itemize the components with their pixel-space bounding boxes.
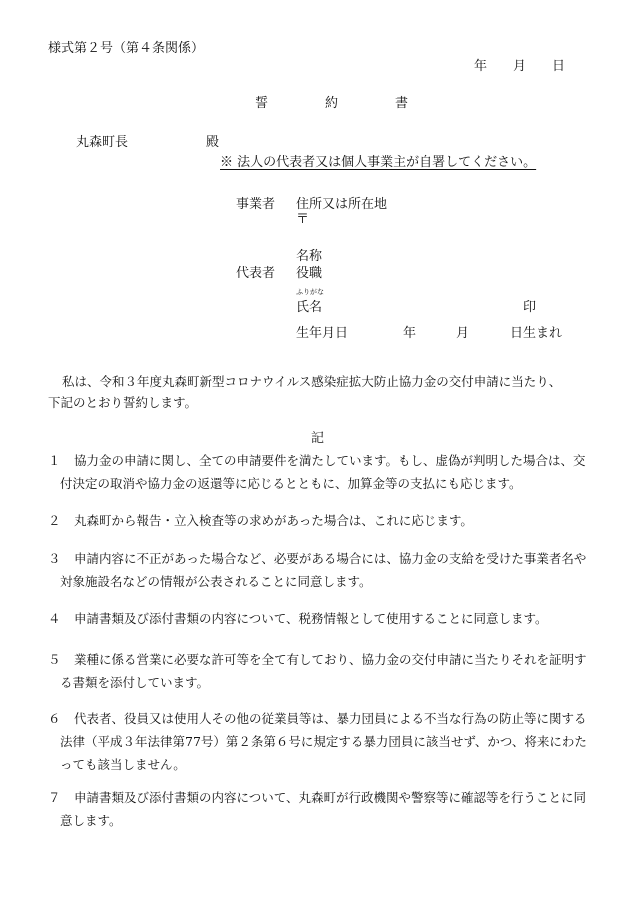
item-number: ４	[48, 611, 61, 626]
item-text: 協力金の申請に関し、全ての申請要件を満たしています。もし、虚偽が判明した場合は、交付決定の取消や協力金の返還等に応じるとともに、加算金等の支払にも応じます。	[60, 453, 586, 491]
list-item	[48, 648, 588, 694]
list-item	[48, 607, 588, 630]
item-text: 申請内容に不正があった場合など、必要がある場合には、協力金の支給を受けた事業者名や対象施設名などの情報が公表されることに同意します。	[60, 551, 587, 589]
declaration-line-1: 私は、令和３年度丸森町新型コロナウイルス感染症拡大防止協力金の交付申請に当たり、	[62, 374, 562, 389]
addressee-name: 丸森町長	[76, 135, 129, 150]
postal-mark: 〒	[296, 212, 310, 227]
document-title: 誓 約 書	[255, 96, 431, 111]
item-text: 丸森町から報告・立入検査等の求めがあった場合は、これに応じます。	[74, 513, 473, 528]
date-line: 年 月 日	[474, 59, 566, 74]
list-item	[48, 509, 588, 532]
list-item	[48, 707, 588, 776]
birth-day: 日生まれ	[510, 326, 563, 341]
item-number: １	[48, 453, 61, 468]
ki-heading: 記	[311, 431, 325, 446]
item-text: 業種に係る営業に必要な許可等を全て有しており、協力金の交付申請に当たりそれを証明する書類を添付しています。	[60, 652, 587, 690]
declaration-line-2: 下記のとおり誓約します。	[48, 395, 198, 410]
list-item	[48, 449, 588, 495]
item-number: ３	[48, 551, 61, 566]
item-text: 代表者、役員又は使用人その他の従業員等は、暴力団員による不当な行為の防止等に関する法律（平成３年法律第77号）第２条第６号に規定する暴力団員に該当せず、かつ、将来にわたっても該当しません。	[60, 711, 587, 772]
birth-month: 月	[456, 326, 470, 341]
form-number: 様式第２号（第４条関係）	[48, 41, 205, 56]
person-name-label: 氏名	[296, 300, 323, 315]
addressee-honorific: 殿	[206, 135, 220, 150]
item-text: 申請書類及び添付書類の内容について、税務情報として使用することに同意します。	[74, 611, 548, 626]
furigana-label: ふりがな	[296, 288, 324, 296]
name-label: 名称	[296, 249, 323, 264]
birth-year: 年	[403, 326, 417, 341]
list-item	[48, 786, 588, 832]
item-number: ７	[48, 790, 61, 805]
address-label: 住所又は所在地	[296, 197, 388, 212]
representative-label: 代表者	[236, 266, 276, 281]
business-label: 事業者	[236, 197, 276, 212]
seal-mark: 印	[523, 300, 537, 315]
item-number: ６	[48, 711, 61, 726]
list-item	[48, 547, 588, 593]
birth-date-label: 生年月日	[296, 326, 349, 341]
item-text: 申請書類及び添付書類の内容について、丸森町が行政機関や警察等に確認等を行うことに同意します。	[60, 790, 587, 828]
self-sign-note: ※ 法人の代表者又は個人事業主が自署してください。	[220, 155, 537, 170]
title-label: 役職	[296, 266, 323, 281]
item-number: ２	[48, 513, 61, 528]
item-number: ５	[48, 652, 61, 667]
